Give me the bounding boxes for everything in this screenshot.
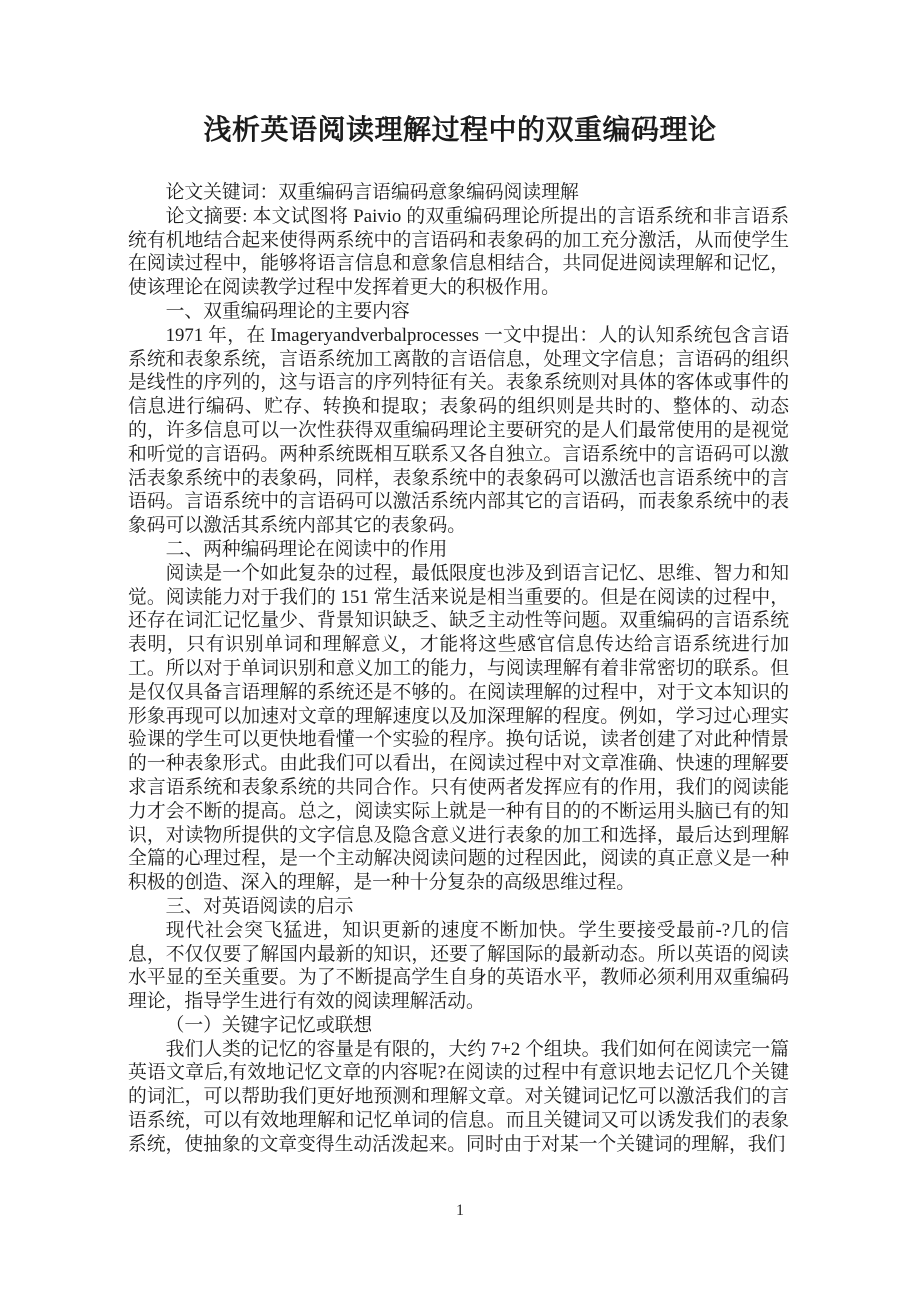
paragraph: 阅读是一个如此复杂的过程，最低限度也涉及到语言记忆、思维、智力和知觉。阅读能力对于我们的 151 常生活来说是相当重要的。但是在阅读的过程中，还存在词汇记忆量少、背景知识缺乏、缺乏主动性等问题。双重编码的言语系统表明，只有识别单词和理解意义，才能将这些感官信息传达给言语系统进行加工。所以对于单词识别和意义加工的能力，与阅读理解有着非常密切的联系。但是仅仅具备言语理解的系统还是不够的。在阅读理解的过程中，对于文本知识的形象再现可以加速对文章的理解速度以及加深理解的程度。例如，学习过心理实验课的学生可以更快地看懂一个实验的程序。换句话说，读者创建了对此种情景的一种表象形式。由此我们可以看出，在阅读过程中对文章准确、快速的理解要求言语系统和表象系统的共同合作。只有使两者发挥应有的作用，我们的阅读能力才会不断的提高。总之，阅读实际上就是一种有目的的不断运用头脑已有的知识，对读物所提供的文字信息及隐含意义进行表象的加工和选择，最后达到理解全篇的心理过程，是一个主动解决阅读问题的过程因此，阅读的真正意义是一种积极的创造、深入的理解，是一种十分复杂的高级思维过程。 <box>128 562 789 894</box>
section-heading: 一、双重编码理论的主要内容 <box>165 300 410 322</box>
paragraph: 现代社会突飞猛进，知识更新的速度不断加快。学生要接受最前-?几的信息，不仅仅要了解国内最新的知识，还要了解国际的最新动态。所以英语的阅读水平显的至关重要。为了不断提高学生自身的英语水平，教师必须利用双重编码理论，指导学生进行有效的阅读理解活动。 <box>128 919 789 1013</box>
section-heading: （一）关键字记忆或联想 <box>165 1014 373 1036</box>
document-body <box>128 181 789 1157</box>
paragraph: 1971 年，在 Imageryandverbalprocesses 一文中提出：人的认知系统包含言语系统和表象系统，言语系统加工离散的言语信息，处理文字信息；言语码的组织是线性的序列的，这与语言的序列特征有关。表象系统则对具体的客体或事件的信息进行编码、贮存、转换和提取；表象码的组织则是共时的、整体的、动态的，许多信息可以一次性获得双重编码理论主要研究的是人们最常使用的是视觉和听觉的言语码。两种系统既相互联系又各自独立。言语系统中的言语码可以激活表象系统中的表象码，同样，表象系统中的表象码可以激活也言语系统中的言语码。言语系统中的言语码可以激活系统内部其它的言语码，而表象系统中的表象码可以激活其系统内部其它的表象码。 <box>128 324 789 537</box>
paragraph: 论文关键词：双重编码言语编码意象编码阅读理解 <box>165 182 579 203</box>
section-heading: 三、对英语阅读的启示 <box>165 895 354 917</box>
paragraph: 我们人类的记忆的容量是有限的，大约 7+2 个组块。我们如何在阅读完一篇英语文章后,有效地记忆文章的内容呢?在阅读的过程中有意识地去记忆几个关键的词汇，可以帮助我们更好地预测和理解文章。对关键词记忆可以激活我们的言语系统，可以有效地理解和记忆单词的信息。而且关键词又可以诱发我们的表象系统，使抽象的文章变得生动活泼起来。同时由于对某一个关键词的理解，我们 <box>128 1038 789 1155</box>
document-title: 浅析英语阅读理解过程中的双重编码理论 <box>203 115 717 146</box>
page-number: 1 <box>456 1202 464 1219</box>
paragraph: 论文摘要: 本文试图将 Paivio 的双重编码理论所提出的言语系统和非言语系统有机地结合起来使得两系统中的言语码和表象码的加工充分激活，从而使学生在阅读过程中，能够将语言信息和意象信息相结合，共同促进阅读理解和记忆，使该理论在阅读教学过程中发挥着更大的积极作用。 <box>128 205 789 299</box>
section-heading: 二、两种编码理论在阅读中的作用 <box>165 538 448 560</box>
